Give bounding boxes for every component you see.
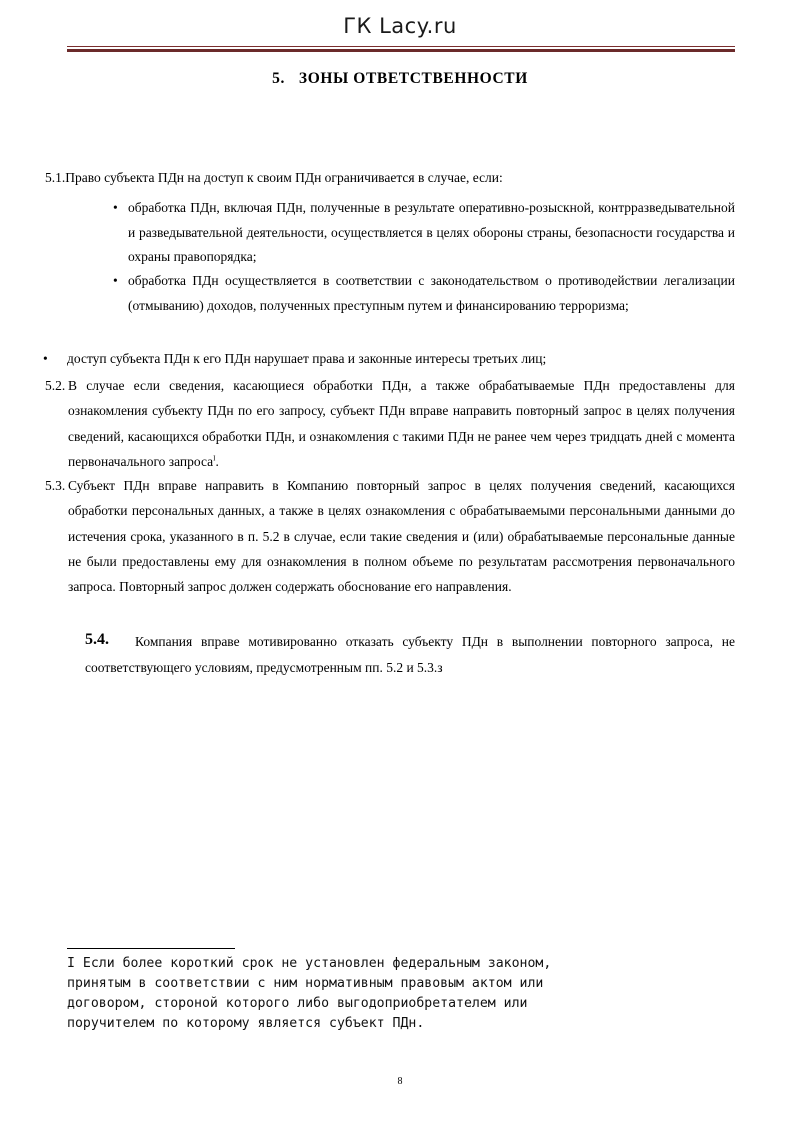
header-divider-thin — [67, 46, 735, 47]
section-heading — [0, 70, 800, 88]
footnote-separator — [67, 948, 235, 949]
paragraph-number: 5.3. — [45, 478, 66, 493]
sub-item-aml — [113, 269, 735, 318]
sub-item-text: обработка ПДн осуществляется в соответствии с законодательством о противодействии легализации (отмыванию) доходов, полученных преступным путем и финансированию терроризма; — [128, 273, 735, 313]
bullet-icon: • — [43, 351, 48, 366]
paragraph-5-1 — [45, 168, 735, 188]
page-number: 8 — [397, 1076, 403, 1087]
paragraph-number: 5.1. — [45, 170, 66, 185]
paragraph-text: В случае если сведения, касающиеся обработки ПДн, а также обрабатываемые ПДн предоставлены для ознакомления субъекту ПДн по его запросу, субъект ПДн вправе направить повторный запрос в целях получения сведений, касающихся обработки ПДн, и ознакомления с такими ПДн не ранее чем через тридцать дней с момента первоначального запроса — [68, 378, 735, 469]
section-title: ЗОНЫ ОТВЕТСТВЕННОСТИ — [298, 70, 528, 87]
paragraph-5-2: 5.2. В случае если сведения, касающиеся обработки ПДн, а также обрабатываемые ПДн предоставлены для ознакомления субъекту ПДн по его запросу, субъект ПДн вправе направить повторный запрос в целях получения сведений, касающихся обработки ПДн, и ознакомления с такими ПДн не ранее чем через тридцать дней с момента первоначального запроса$^I$. — [45, 373, 735, 474]
sub-item-text: доступ субъекта ПДн к его ПДн нарушает права и законные интересы третьих лиц; — [67, 351, 547, 366]
section-number: 5. — [272, 70, 285, 87]
header-divider-thick — [67, 49, 735, 52]
paragraph-text: Субъект ПДн вправе направить в Компанию повторный запрос в целях получения сведений, касающихся обработки персональных данных, а также в целях ознакомления с обрабатываемыми персональными данными до истечения срока, указанного в п. 5.2 в случае, если такие сведения и (или) обрабатываемые персональные данные не были предоставлены ему для ознакомления в полном объеме по результатам рассмотрения первоначального запроса. Повторный запрос должен содержать обоснование его направления. — [68, 478, 735, 595]
footnote-text: I Если более короткий срок не установлен федеральным законом, принятым в соответствии с ним нормативным правовым актом или договором, стороной которого либо выгодоприобретателем или поручителем по которому является субъект ПДн. — [67, 956, 552, 1031]
paragraph-5-4 — [85, 629, 735, 680]
sub-item-text: обработка ПДн, включая ПДн, полученные в результате оперативно-розыскной, контрразведывательной и разведывательной деятельности, осуществляется в целях обороны страны, безопасности государства и охраны правопорядка; — [128, 200, 735, 264]
paragraph-text: Право субъекта ПДн на доступ к своим ПДн ограничивается в случае, если: — [65, 170, 503, 185]
site-header-title: ГК Lacy.ru — [343, 14, 457, 38]
sub-item-defense — [113, 196, 735, 270]
bullet-icon: • — [113, 200, 118, 215]
paragraph-number: 5.2. — [45, 378, 66, 393]
bullet-icon: • — [113, 273, 118, 288]
paragraph-number: 5.4. — [85, 631, 109, 648]
paragraph-5-3 — [45, 473, 735, 599]
paragraph-text: Компания вправе мотивированно отказать субъекту ПДн в выполнении повторного запроса, не соответствующего условиям, предусмотренным пп. 5.2 и 5.3.з — [85, 634, 735, 675]
footnote-reference[interactable]: I — [213, 454, 216, 463]
